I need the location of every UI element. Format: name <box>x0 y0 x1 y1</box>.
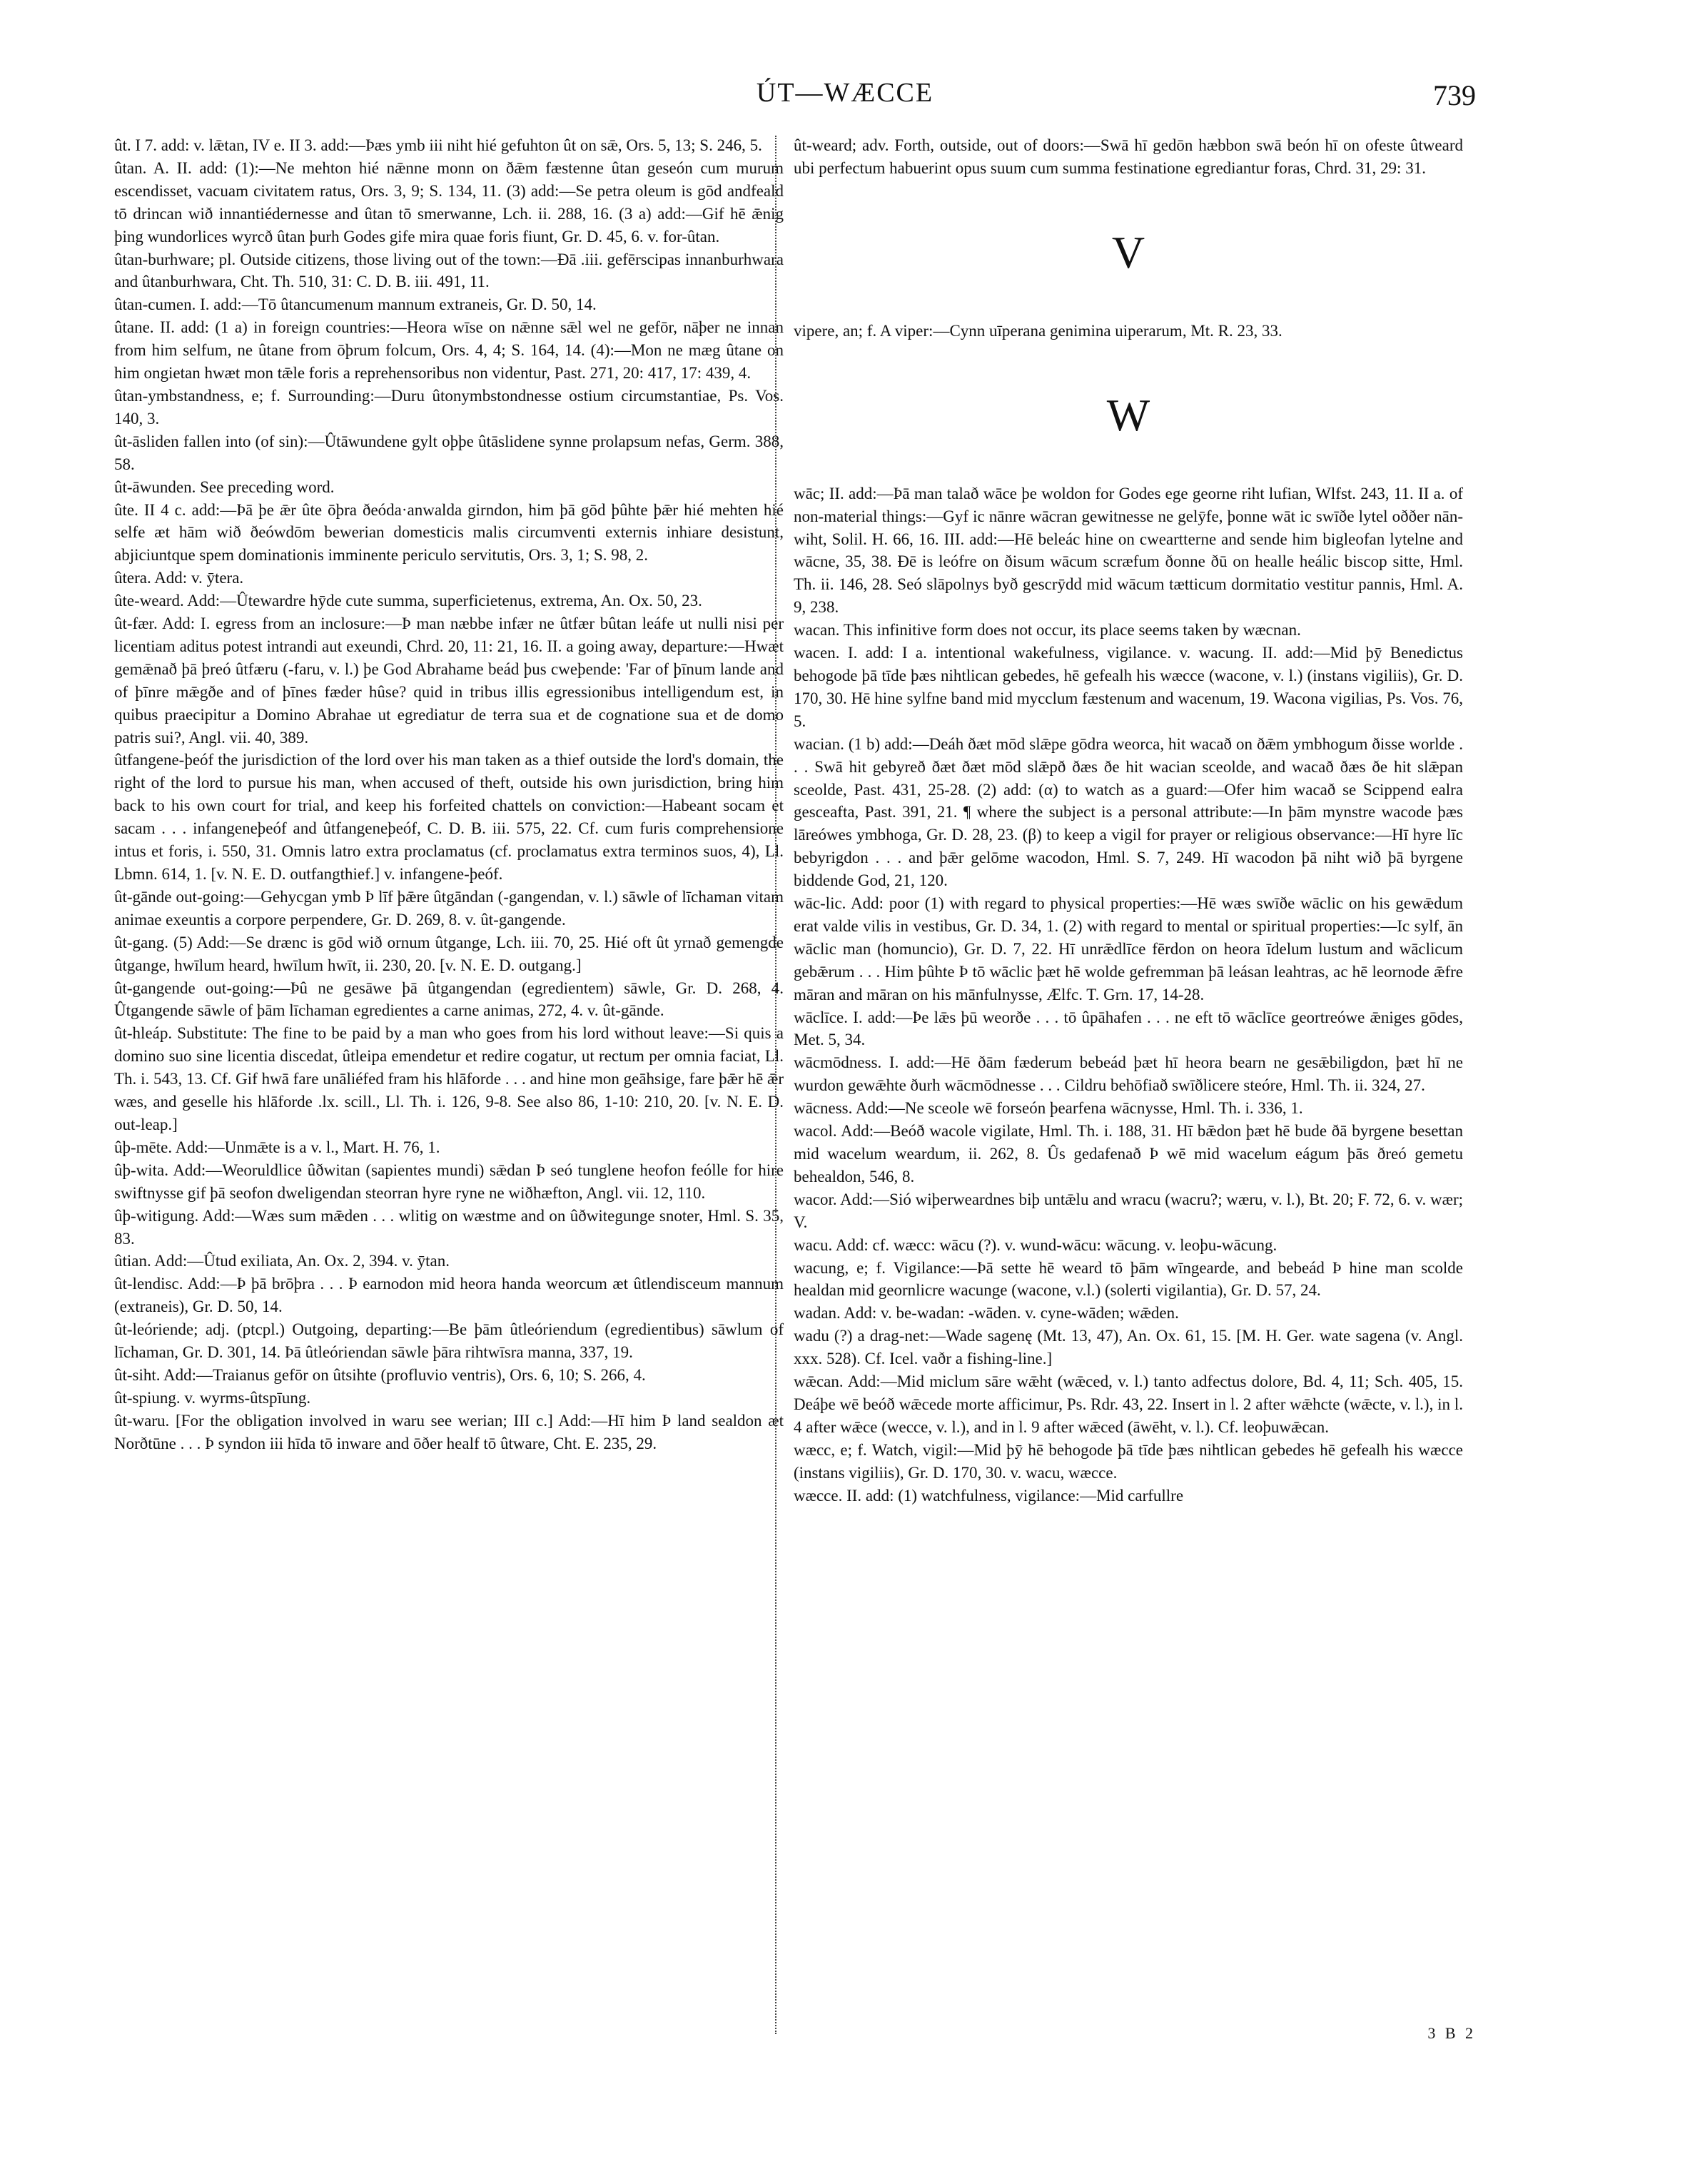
section-letter-w: W <box>1106 389 1150 440</box>
dictionary-entry: ût-āsliden fallen into (of sin):—Ûtāwundene gylt oþþe ûtāslidene synne prolapsum nefas, Germ. 388, 58. <box>114 432 784 473</box>
dictionary-entry: wadu (?) a drag-net:—Wade sagenę (Mt. 13, 47), An. Ox. 61, 15. [M. H. Ger. wate sagena (v. Angl. xxx. 528). Cf. Icel. vaðr a fishing-line.] <box>794 1327 1463 1368</box>
dictionary-entry: wāc-lic. Add: poor (1) with regard to physical properties:—Hē wæs swīðe wāclic on his gewǣdum erat valde vilis in vestibus, Gr. D. 34, 1. (2) with regard to mental or spiritual properties:—Ic sylf, ān wāclic man (homuncio), Gr. D. 7, 22. Hī unrǣdlīce fērdon on heora īdelum lustum and wāclicum gebǣrum . . . Him þûhte Þ tō wāclic þæt hē wolde gefremman þā leásan leahtras, ac hē leornode ǣfre māran and māran on his mānfulnysse, Ælfc. T. Grn. 17, 14-28. <box>794 894 1463 1003</box>
dictionary-entry: ûtian. Add:—Ûtud exiliata, An. Ox. 2, 394. v. ȳtan. <box>114 1252 450 1270</box>
dictionary-entry: ûtfangene-þeóf the jurisdiction of the lord over his man taken as a thief outside the lord's domain, the right of the lord to pursue his man, when accused of theft, outside his own jurisdiction, bring him back to his own court for trial, and keep his forfeited chattels on conviction:—Habeant socam et sacam . . . infangeneþeóf and ûtfangeneþeóf, C. D. B. iii. 575, 22. Cf. cum furis comprehensione intus et foris, i. 550, 31. Omnis latro extra proclamatus (cf. proclamatus extra terminos suos, 4), Ll. Lbmn. 614, 1. [v. N. E. D. outfangthief.] v. infangene-þeóf. <box>114 751 784 883</box>
dictionary-entry: ût-fær. Add: I. egress from an inclosure:—Þ man næbbe infær ne ûtfær bûtan leáfe ut nulli nisi per licentiam aditus potest intrandi aut exeundi, Chrd. 20, 11: 21, 16. II. a going away, departure:—Hwæt gemǣnað þā þreó ûtfæru (-faru, v. l.) þe God Abrahame beád þus cweþende: 'Far of þīnum lande and of þīnre mǣgðe and of þīnes fæder hûse? quid in tribus illis egressionibus intelligendum est, in quibus praecipitur a Domino Abrahae ut egrediatur de terra sua et de cognatione sua et de domo patris sui?, Angl. vii. 40, 389. <box>114 615 784 747</box>
right-column <box>794 134 1463 1507</box>
dictionary-entry: ûþ-witigung. Add:—Wæs sum mǣden . . . wlitig on wæstme and on ûðwitegunge snoter, Hml. S. 35, 83. <box>114 1206 784 1248</box>
dictionary-entry: ûtan-ymbstandness, e; f. Surrounding:—Duru ûtonymbstondnesse ostium circumstantiae, Ps. Vos. 140, 3. <box>114 386 784 428</box>
dictionary-entry: wæcc, e; f. Watch, vigil:—Mid þȳ hē behogode þā tīde þæs nihtlican gebedes hē gefealh his wæcce (instans vigiliis), Gr. D. 170, 30. v. wacu, wæcce. <box>794 1440 1463 1482</box>
dictionary-entry: ût-āwunden. See preceding word. <box>114 477 335 496</box>
dictionary-entry: wadan. Add: v. be-wadan: -wāden. v. cyne-wāden; wǣden. <box>794 1304 1179 1323</box>
dictionary-entry: ûtan-burhware; pl. Outside citizens, those living out of the town:—Ðā .iii. gefērscipas innanburhwara and ûtanburhwara, Cht. Th. 510, 31: C. D. B. iii. 491, 11. <box>114 250 784 291</box>
left-column <box>114 134 784 1455</box>
dictionary-entry: wāc; II. add:—Þā man talað wāce þe woldon for Godes ege georne riht lufian, Wlfst. 243, 11. II a. of non-material things:—Gyf ic nānre wācran gewitnesse ne gelȳfe, þonne wāt ic swīðe lytel oððer nān-wiht, Solil. H. 66, 16. III. add:—Hē beleác hine on cweartterne and sende him bigleofan lytelne and wācne, 35, 38. Ðē is leófre on ðisum wācum scræfum ðonne ðū on healle heálic biscop sitte, Hml. Th. ii. 146, 28. Seó slāpolnys byð gescrȳdd mid wācum tætticum dormitatio vestitur pannis, Hml. A. 9, 238. <box>794 484 1463 617</box>
dictionary-entry: ût-weard; adv. Forth, outside, out of doors:—Swā hī gedōn hæbbon swā beón hī on ofeste ûtweard ubi perfectum habuerint opus suum cum summa festinatione egrediantur foras, Chrd. 31, 29: 31. <box>794 136 1463 177</box>
dictionary-entry: ût-spiung. v. wyrms-ûtspīung. <box>114 1388 311 1407</box>
dictionary-entry: ûtera. Add: v. ȳtera. <box>114 569 244 587</box>
dictionary-entry: wacung, e; f. Vigilance:—Þā sette hē weard tō þām wīngearde, and bebeád Þ hine man scolde healdan mid geornlicre wacunge (wacone, v.l.) (solerti vigilantia), Gr. D. 57, 24. <box>794 1258 1463 1300</box>
dictionary-entry: ûþ-mēte. Add:—Unmǣte is a v. l., Mart. H. 76, 1. <box>114 1138 440 1156</box>
dictionary-entry: wǣcan. Add:—Mid miclum sāre wǣht (wǣced, v. l.) tanto adfectus dolore, Bd. 4, 11; Sch. 405, 15. Deáþe wē beóð wǣcede morte afficimur, Ps. Rdr. 43, 22. Insert in l. 2 after wǣhcte (wǣcte, v. l.), in l. 4 after wǣce (wecce, v. l.), and in l. 9 after wǣced (āwēht, v. l.). Cf. leoþuwǣcan. <box>794 1372 1463 1436</box>
dictionary-entry: ût-waru. [For the obligation involved in waru see werian; III c.] Add:—Hī him Þ land sealdon æt Norðtūne . . . Þ syndon iii hīda tō inware and ōðer healf tō ûtware, Cht. E. 235, 29. <box>114 1411 784 1452</box>
dictionary-entry: vipere, an; f. A viper:—Cynn uīperana genimina uiperarum, Mt. R. 23, 33. <box>794 321 1282 340</box>
dictionary-entry: wacen. I. add: I a. intentional wakefulness, vigilance. v. wacung. II. add:—Mid þȳ Benedictus behogode þā tīde þæs nihtlican gebedes, hē gefealh his wæcce (wacone, v. l.) (instans vigiliis), Gr. D. 170, 30. Hē hine sylfne band mid mycclum fæstenum and wacenum, 19. Wacona vigilias, Ps. Vos. 76, 5. <box>794 644 1463 730</box>
dictionary-entry: ût-gangende out-going:—Þû ne gesāwe þā ûtgangendan (egredientem) sāwle, Gr. D. 268, 4. Ûtgangende sāwle of þām līchaman egredientes a carne animas, 272, 4. v. ût-gānde. <box>114 979 784 1020</box>
dictionary-entry: ût-lendisc. Add:—Þ þā brōþra . . . Þ earnodon mid heora handa weorcum æt ûtlendisceum mannum (extraneis), Gr. D. 50, 14. <box>114 1275 784 1316</box>
dictionary-entry: ût-gang. (5) Add:—Se drænc is gōd wið ornum ûtgange, Lch. iii. 70, 25. Hié oft ût yrnað gemengde ûtgange, hwīlum heard, hwīlum hwīt, ii. 230, 20. [v. N. E. D. outgang.] <box>114 933 784 974</box>
dictionary-entry: wæcce. II. add: (1) watchfulness, vigilance:—Mid carfullre <box>794 1486 1184 1505</box>
page-header <box>0 77 1690 120</box>
dictionary-entry: ût-hleáp. Substitute: The fine to be paid by a man who goes from his lord without leave:—Si quis a domino suo sine licentia discedat, ûtleipa emendetur et redire cogatur, ut rectum per omnia faciat, Ll. Th. i. 543, 13. Cf. Gif hwā fare unāliéfed fram his hlāforde . . . and hine mon geāhsige, fare þǣr hē ǣr wæs, and geselle his hlāforde .lx. scill., Ll. Th. i. 126, 9-8. See also 86, 1-10: 210, 20. [v. N. E. D. out-leap.] <box>114 1024 784 1133</box>
signature-mark: 3 B 2 <box>1427 2024 1476 2042</box>
dictionary-entry: ûtan. A. II. add: (1):—Ne mehton hié nǣnne monn on ðǣm fæstenne ûtan geseón cum murum escendisset, vacuam civitatem ratus, Ors. 3, 9; S. 134, 11. (3) add:—Se petra oleum is gōd andfeald tō drincan wið innantiédernesse and ûtan tō smerwanne, Lch. ii. 288, 16. (3 a) add:—Gif hē ǣnig þing wundorlices wyrcð ûtan þurh Godes gife mira quae foris fiunt, Gr. D. 45, 6. v. for-ûtan. <box>114 158 784 246</box>
dictionary-entry: ûþ-wita. Add:—Weoruldlice ûðwitan (sapientes mundi) sǣdan Þ seó tunglene heofon feólle for hire swiftnysse gif þā seofon dweligendan steorran hyre ryne ne wiðhæfton, Angl. vii. 12, 110. <box>114 1161 784 1202</box>
page-number: 739 <box>1433 79 1476 111</box>
dictionary-entry: wācness. Add:—Ne sceole wē forseón þearfena wācnysse, Hml. Th. i. 336, 1. <box>794 1099 1303 1118</box>
dictionary-entry: ût-gānde out-going:—Gehycgan ymb Þ līf þǣre ûtgāndan (-gangendan, v. l.) sāwle of līchaman vitam animae exeuntis a corpore perpendere, Gr. D. 269, 8. v. ût-gangende. <box>114 887 784 929</box>
dictionary-entry: ûte-weard. Add:—Ûtewardre hȳde cute summa, superficietenus, extrema, An. Ox. 50, 23. <box>114 592 702 610</box>
dictionary-entry: wācmōdness. I. add:—Hē ðām fæderum bebeád þæt hī heora bearn ne gesǣbiligdon, þæt hī ne wurdon gewǣhte ðurh wācmōdnesse . . . Cildru behōfiað swīðlicere steóre, Hml. Th. ii. 324, 27. <box>794 1053 1463 1095</box>
dictionary-entry: ût-siht. Add:—Traianus gefōr on ûtsihte (profluvio ventris), Ors. 6, 10; S. 266, 4. <box>114 1365 646 1384</box>
dictionary-entry: wacol. Add:—Beóð wacole vigilate, Hml. Th. i. 188, 31. Hī bǣdon þæt hē bude ðā byrgene besettan mid wacelum weardum, ii. 262, 8. Ûs gedafenað Þ wē mid wacelum eágum þās ðreó gemetu behealdon, 546, 8. <box>794 1122 1463 1185</box>
dictionary-entry: wacan. This infinitive form does not occur, its place seems taken by wæcnan. <box>794 621 1301 639</box>
dictionary-entry: ût-leóriende; adj. (ptcpl.) Outgoing, departing:—Be þām ûtleóriendum (egredientibus) sāwlum of līchaman, Gr. D. 301, 14. Þā ûtleóriendan sāwle þāra rihtwīsra manna, 337, 19. <box>114 1320 784 1362</box>
running-head: ÚT—WÆCCE <box>756 78 934 108</box>
dictionary-entry: wacu. Add: cf. wæcc: wācu (?). v. wund-wācu: wācung. v. leoþu-wācung. <box>794 1235 1277 1254</box>
dictionary-entry: ût. I 7. add: v. lǣtan, IV e. II 3. add:—Þæs ymb iii niht hié gefuhton ût on sǣ, Ors. 5, 13; S. 246, 5. <box>114 136 762 154</box>
dictionary-entry: ûte. II 4 c. add:—Þā þe ǣr ûte ōþra ðeóda·anwalda girndon, him þā gōd þûhte þǣr hié mehten hié selfe æt hām wið ðeówdōm bewerian domesticis malis circumventi externis inhiare desistunt, abjiciuntque spem dominationis imminente periculo servitutis, Ors. 3, 1; S. 98, 2. <box>114 500 784 565</box>
dictionary-entry: ûtane. II. add: (1 a) in foreign countries:—Heora wīse on nǣnne sǣl wel ne gefōr, nāþer ne innan from him selfum, ne ûtane from ōþrum folcum, Ors. 4, 4; S. 164, 14. (4):—Mon ne mæg ûtane on him ongietan hwæt mon tǣle foris a reprehensoribus non videntur, Past. 271, 20: 417, 17: 439, 4. <box>114 318 784 383</box>
dictionary-entry: ûtan-cumen. I. add:—Tō ûtancumenum mannum extraneis, Gr. D. 50, 14. <box>114 295 597 314</box>
dictionary-entry: wacor. Add:—Sió wiþerweardnes biþ untǣlu and wracu (wacru?; wæru, v. l.), Bt. 20; F. 72, 6. v. wær; V. <box>794 1190 1463 1231</box>
dictionary-entry: wāclīce. I. add:—Þe lǣs þū weorðe . . . tō ûpāhafen . . . ne eft tō wāclīce geortreówe ǣniges gōdes, Met. 5, 34. <box>794 1008 1463 1049</box>
section-letter-v: V <box>1111 226 1145 278</box>
dictionary-entry: wacian. (1 b) add:—Deáh ðæt mōd slǣpe gōdra weorca, hit wacað on ðǣm ymbhogum ðisse worlde . . . Swā hit gebyreð ðæt ðæt mōd slǣpð ðæs ðe hit wacian sceolde, and wacað ðæs ðe hit slǣpan sceolde, Past. 431, 25-28. (2) add: (α) to watch as a guard:—Ofer him wacað se Scippend ealra gesceafta, Past. 391, 21. ¶ where the subject is a personal attribute:—In þām mynstre wacode þæs lāreówes ymbhoga, Gr. D. 28, 23. (β) to keep a vigil for prayer or religious observance:—Hī hyre līc bebyrigdon . . . and þǣr gelōme wacodon, Hml. S. 7, 249. Hī wacodon þā niht wið þā byrgene biddende God, 21, 120. <box>794 734 1463 890</box>
